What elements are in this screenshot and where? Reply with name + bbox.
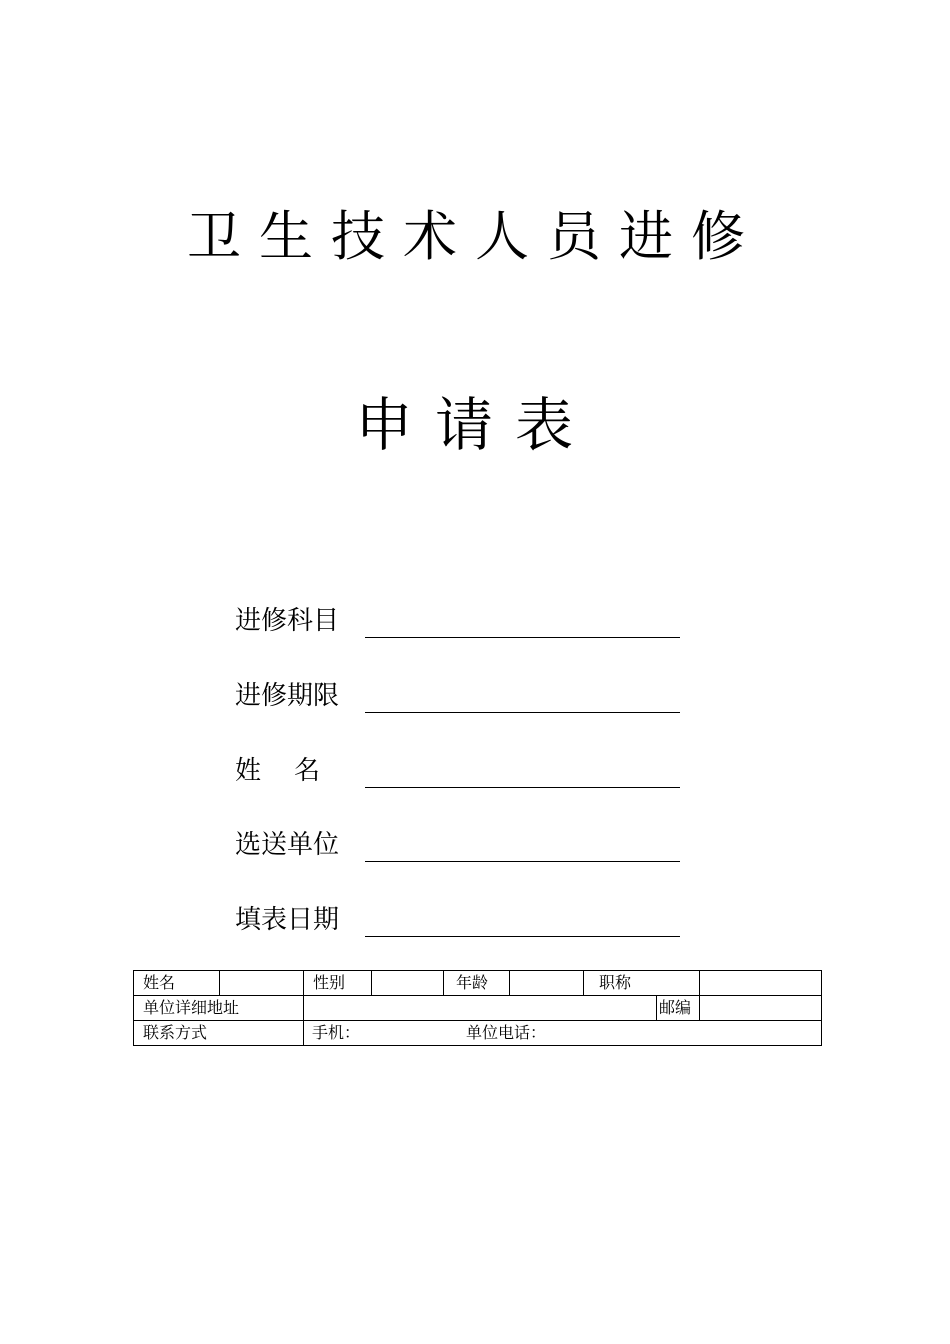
mobile-label: 手机：: [312, 1023, 361, 1042]
cell-postcode-value[interactable]: [700, 996, 822, 1021]
cell-postcode-label: 邮编: [657, 996, 700, 1021]
field-label-name: 姓 名: [235, 756, 321, 786]
field-name: [235, 753, 685, 793]
document-title-line1: 卫生技术人员进修: [187, 205, 763, 268]
cell-address-value[interactable]: [304, 996, 657, 1021]
cell-gender-value[interactable]: [372, 971, 444, 996]
blank-line-name[interactable]: [365, 787, 680, 788]
applicant-info-table: [133, 970, 822, 1046]
blank-line-unit[interactable]: [365, 861, 680, 862]
cell-age-value[interactable]: [510, 971, 584, 996]
table-row: [134, 971, 822, 996]
field-label-subject: 进修科目: [235, 606, 340, 636]
cell-name-value[interactable]: [220, 971, 304, 996]
cell-contact-value[interactable]: [304, 1021, 822, 1046]
field-label-date: 填表日期: [235, 905, 340, 935]
cell-title-value[interactable]: [700, 971, 822, 996]
work-phone-label: 单位电话：: [466, 1023, 547, 1042]
cell-gender-label: 性别: [304, 971, 372, 996]
blank-line-period[interactable]: [365, 712, 680, 713]
table-row: [134, 1021, 822, 1046]
field-subject: [235, 603, 685, 643]
cell-contact-label: 联系方式: [134, 1021, 304, 1046]
field-label-period: 进修期限: [235, 681, 340, 711]
document-title-line2: 申请表: [354, 391, 595, 459]
cell-title-label: 职称: [584, 971, 700, 996]
blank-line-date[interactable]: [365, 936, 680, 937]
field-unit: [235, 827, 685, 867]
cell-address-label: 单位详细地址: [134, 996, 304, 1021]
field-date: [235, 902, 685, 942]
table-row: [134, 996, 822, 1021]
field-label-unit: 选送单位: [235, 830, 340, 860]
cell-name-label: 姓名: [134, 971, 220, 996]
cell-age-label: 年龄: [444, 971, 510, 996]
blank-line-subject[interactable]: [365, 637, 680, 638]
field-period: [235, 678, 685, 718]
